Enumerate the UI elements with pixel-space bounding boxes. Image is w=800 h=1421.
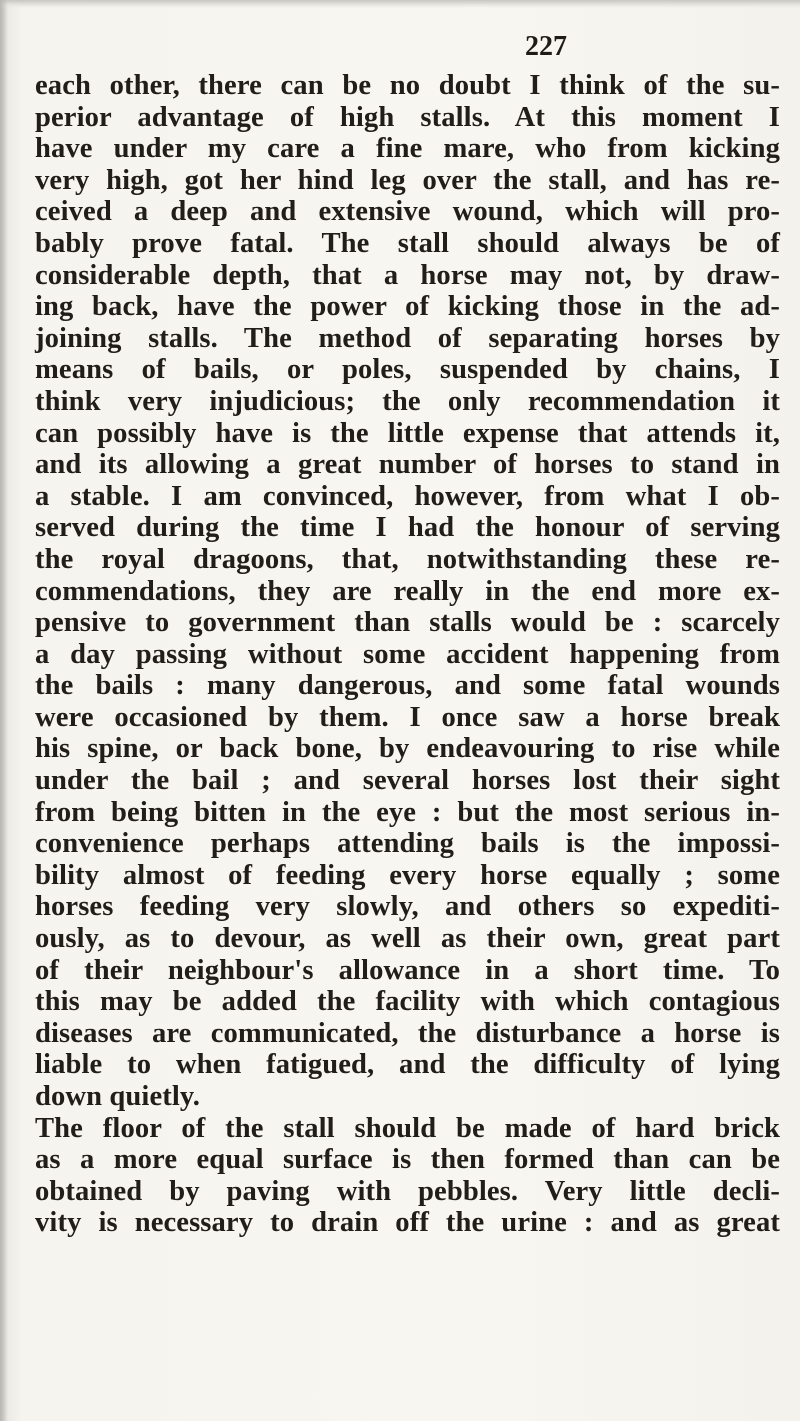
text-line: the royal dragoons, that, notwithstanding these re- [35,543,780,575]
text-line: the bails : many dangerous, and some fatal wounds [35,670,780,702]
text-line: bably prove fatal. The stall should always be of [35,227,780,259]
text-line: each other, there can be no doubt I think of the su- [35,70,780,101]
text-line: commendations, they are really in the end more ex- [35,575,780,607]
text-line: perior advantage of high stalls. At this moment I [35,101,780,133]
text-line: have under my care a fine mare, who from kicking [35,133,780,165]
page-number: 227 [525,31,567,62]
body-text [35,70,780,1239]
text-line: his spine, or back bone, by endeavouring to rise while [35,733,780,765]
text-line: horses feeding very slowly, and others so expediti- [35,891,780,923]
text-line: and its allowing a great number of horses to stand in [35,449,780,481]
text-line: under the bail ; and several horses lost their sight [35,765,780,797]
text-line: ceived a deep and extensive wound, which will pro- [35,196,780,228]
text-line: ously, as to devour, as well as their own, great part [35,923,780,955]
text-line: The floor of the stall should be made of hard brick [35,1112,780,1144]
text-line: obtained by paving with pebbles. Very little decli- [35,1175,780,1207]
text-line: vity is necessary to drain off the urine : and as great [35,1207,780,1239]
text-line: means of bails, or poles, suspended by chains, I [35,354,780,386]
text-line: a stable. I am convinced, however, from what I ob- [35,480,780,512]
text-line: can possibly have is the little expense that attends it, [35,417,780,449]
text-line: down quietly. [35,1081,200,1112]
text-line: served during the time I had the honour of serving [35,512,780,544]
text-line: from being bitten in the eye : but the most serious in- [35,796,780,828]
text-line: convenience perhaps attending bails is the impossi- [35,828,780,860]
text-line: were occasioned by them. I once saw a horse break [35,701,780,733]
text-line: diseases are communicated, the disturbance a horse is [35,1017,780,1049]
page-top-edge [0,0,800,8]
text-line: considerable depth, that a horse may not, by draw- [35,259,780,291]
text-line: pensive to government than stalls would be : scarcely [35,607,780,639]
text-line: of their neighbour's allowance in a short time. To [35,954,780,986]
text-line: very high, got her hind leg over the stall, and has re- [35,164,780,196]
page-fold-shadow [0,0,8,1421]
text-line: ing back, have the power of kicking those in the ad- [35,291,780,323]
text-line: as a more equal surface is then formed than can be [35,1144,780,1176]
text-line: bility almost of feeding every horse equally ; some [35,859,780,891]
text-line: liable to when fatigued, and the difficulty of lying [35,1049,780,1081]
text-line: think very injudicious; the only recommendation it [35,385,780,417]
text-line: a day passing without some accident happening from [35,638,780,670]
text-line: joining stalls. The method of separating horses by [35,322,780,354]
text-line: this may be added the facility with which contagious [35,986,780,1018]
